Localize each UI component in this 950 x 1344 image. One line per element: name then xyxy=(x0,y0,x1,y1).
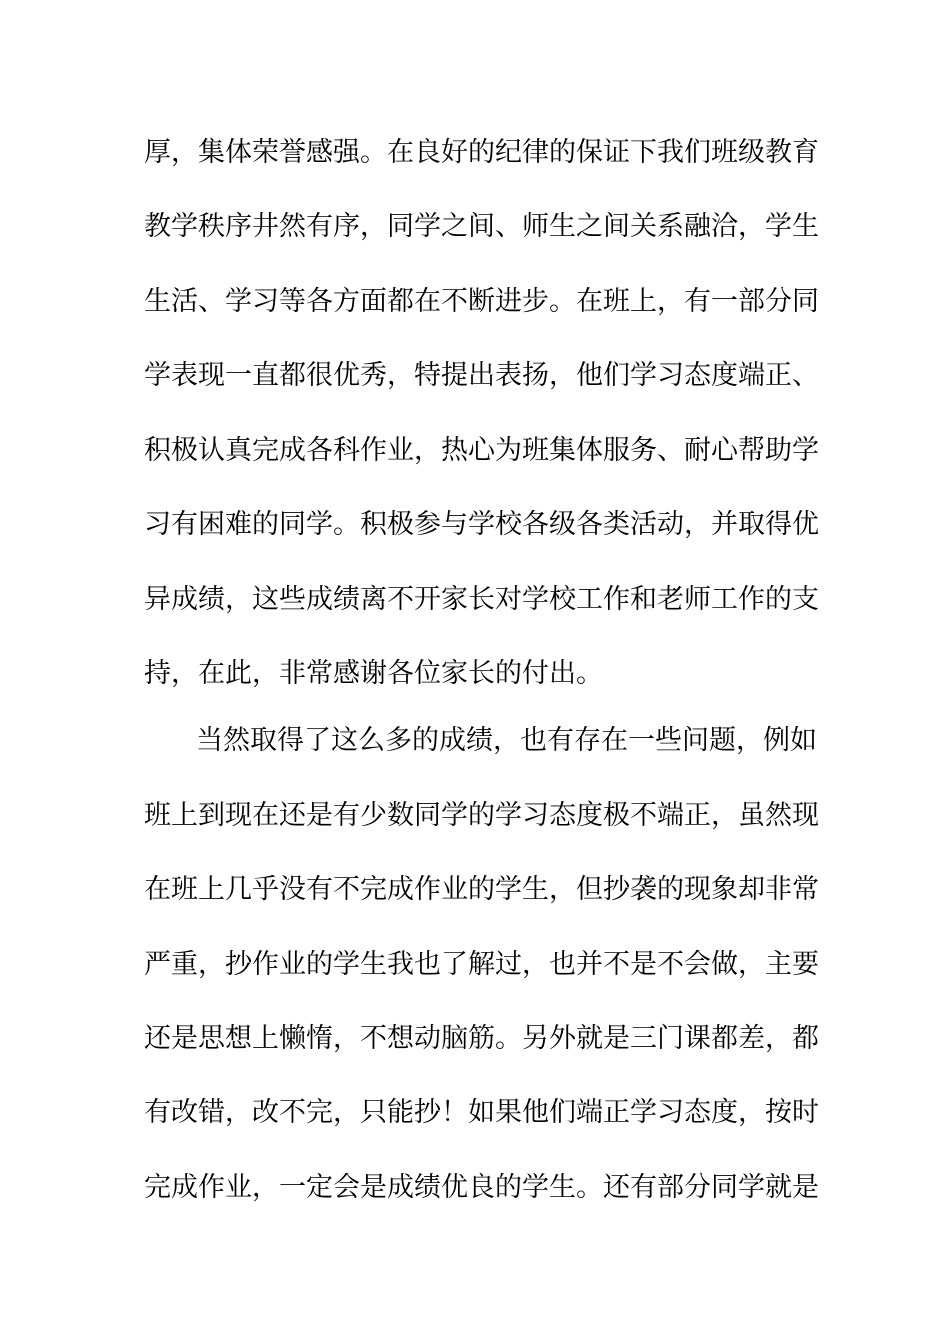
paragraph-2-line-2: 班上到现在还是有少数同学的学习态度极不端正，虽然现 xyxy=(144,800,819,831)
paragraph-1-line-6: 习有困难的同学。积极参与学校各级各类活动，并取得优 xyxy=(144,509,819,540)
paragraph-1-line-5: 积极认真完成各科作业，热心为班集体服务、耐心帮助学 xyxy=(144,435,819,466)
paragraph-2-line-3: 在班上几乎没有不完成作业的学生，但抄袭的现象却非常 xyxy=(144,874,819,905)
paragraph-1-line-4: 学表现一直都很优秀，特提出表扬，他们学习态度端正、 xyxy=(144,360,819,391)
paragraph-1-line-1: 厚，集体荣誉感强。在良好的纪律的保证下我们班级教育 xyxy=(144,137,819,168)
paragraph-1-line-3: 生活、学习等各方面都在不断进步。在班上，有一部分同 xyxy=(144,286,819,317)
paragraph-1-line-7: 异成绩，这些成绩离不开家长对学校工作和老师工作的支 xyxy=(144,584,819,615)
paragraph-1-line-8: 持，在此，非常感谢各位家长的付出。 xyxy=(144,658,603,689)
paragraph-2-line-4: 严重，抄作业的学生我也了解过，也并不是不会做，主要 xyxy=(144,949,819,980)
paragraph-2-line-6: 有改错，改不完，只能抄！如果他们端正学习态度，按时 xyxy=(144,1097,819,1128)
paragraph-1-line-2: 教学秩序井然有序，同学之间、师生之间关系融洽，学生 xyxy=(144,211,819,242)
paragraph-2-line-5: 还是思想上懒惰，不想动脑筋。另外就是三门课都差，都 xyxy=(144,1023,819,1054)
paragraph-2-line-7: 完成作业，一定会是成绩优良的学生。还有部分同学就是 xyxy=(144,1172,819,1203)
paragraph-2-line-1: 当然取得了这么多的成绩，也有存在一些问题，例如 xyxy=(196,725,817,756)
